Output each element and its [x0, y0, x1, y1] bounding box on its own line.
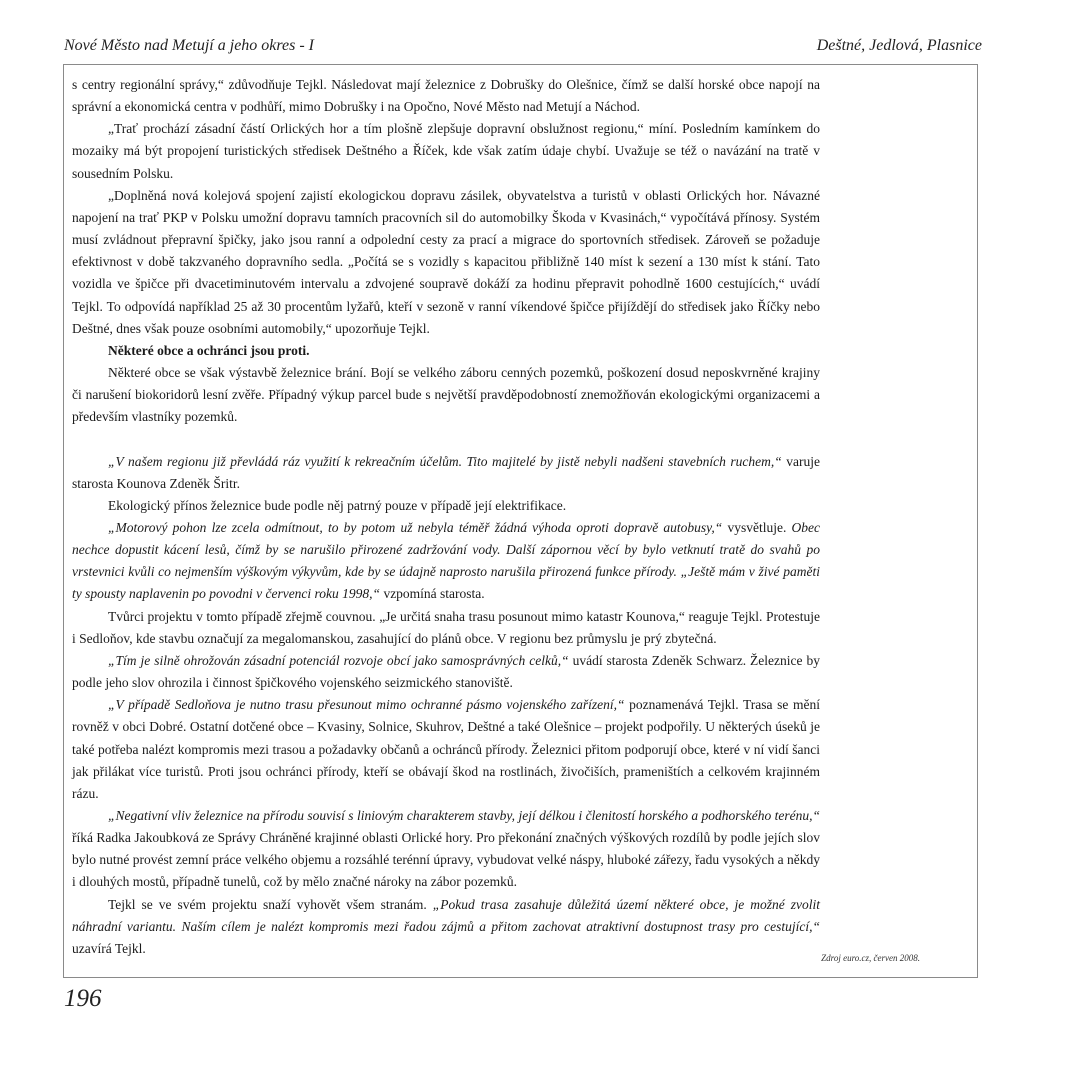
- paragraph: Tvůrci projektu v tomto případě zřejmě couvnou. „Je určitá snaha trasu posunout mimo katastr Kounova,“ reaguje Tejkl. Protestuje i Sedloňov, kde stavbu označují za megalomanskou, zasahující do plánů obce. V regionu bez průmyslu je prý zbytečná.: [72, 608, 820, 646]
- quote: „Tím je silně ohrožován zásadní potenciál rozvoje obcí jako samosprávných celků,“: [108, 652, 569, 668]
- paragraph: [72, 517, 820, 606]
- quote: „Negativní vliv železnice na přírodu souvisí s liniovým charakterem stavby, její délkou i členitostí horského a podhorského terénu,“: [108, 808, 820, 823]
- paragraph: [72, 451, 820, 495]
- paragraph: Ekologický přínos železnice bude podle něj patrný pouze v případě její elektrifikace.: [108, 497, 567, 513]
- paragraph-text: vysvětluje.: [722, 519, 792, 535]
- paragraph-text: vzpomíná starosta.: [380, 586, 485, 602]
- paragraph-text: uzavírá Tejkl.: [72, 940, 146, 956]
- paragraph: s centry regionální správy,“ zdůvodňuje Tejkl. Následovat mají železnice z Dobrušky do Olešnice, čímž se další horské obce napojí na správní a ekonomická centra v podhůří, mimo Dobrušky i na Opočno, Nové Město nad Metují a Náchod.: [72, 77, 820, 115]
- quote: „V případě Sedloňova je nutno trasu přesunout mimo ochranné pásmo vojenského zařízení,“: [108, 697, 625, 713]
- paragraph-text: varuje starosta Kounova Zdeněk Šritr.: [72, 453, 821, 491]
- running-head-left: Nové Město nad Metují a jeho okres - I: [64, 37, 315, 54]
- paragraph: [72, 650, 820, 694]
- section-heading: Některé obce a ochránci jsou proti.: [108, 342, 310, 358]
- paragraph: [72, 694, 820, 805]
- source-note: Zdroj euro.cz, červen 2008.: [821, 953, 920, 963]
- quote: „V našem regionu již převládá ráz využití k rekreačním účelům. Tito majitelé by jistě nebyli nadšeni stavebních ruchem,“: [108, 453, 782, 469]
- paragraph: Některé obce se však výstavbě železnice brání. Bojí se velkého záboru cenných pozemků, poškození dosud neposkvrněné krajiny či narušení biokoridorů lesní zvěře. Případný výkup parcel bude s největší pravděpodobností znemožňován ekologickými organizacemi a především vlastníky pozemků.: [72, 365, 820, 425]
- paragraph-text: Tejkl se ve svém projektu snaží vyhovět všem stranám.: [108, 896, 433, 912]
- running-head-right: Deštné, Jedlová, Plasnice: [816, 37, 982, 54]
- article-body: [72, 74, 820, 960]
- page-number: 196: [64, 985, 102, 1012]
- paragraph: [72, 894, 820, 960]
- paragraph: „Trať prochází zásadní částí Orlických hor a tím plošně zlepšuje dopravní obslužnost regionu,“ míní. Posledním kamínkem do mozaiky má být propojení turistických středisek Deštného a Říček, kde však zatím údaje chybí. Uvažuje se též o navázání na tratě v sousedním Polsku.: [72, 121, 820, 181]
- quote: „Motorový pohon lze zcela odmítnout, to by potom už nebyla téměř žádná výhoda oproti dopravě autobusy,“: [108, 519, 723, 535]
- paragraph-text: uvádí starosta Zdeněk Schwarz. Železnice by podle jeho slov ohrozila i činnost špičkového vojenského seizmického stanoviště.: [72, 652, 820, 691]
- paragraph-text: říká Radka Jakoubková ze Správy Chráněné krajinné oblasti Orlické hory. Pro překonání značných výškových rozdílů by podle jejích slov bylo nutné provést zemní práce velkého objemu a rozsáhlé terénní úpravy, vybudovat velké náspy, hluboké zářezy, řadu vysokých a někdy i dlouhých mostů, případně tunelů, což by mělo značné nároky na zábor pozemků.: [72, 830, 820, 890]
- paragraph-text: poznamenává Tejkl. Trasa se mění rovněž v obci Dobré. Ostatní dotčené obce – Kvasiny, Solnice, Skuhrov, Deštné a také Olešnice – projekt podpořily. U některých úseků je také potřeba nalézt kompromis mezi trasou a požadavky občanů a ochránců přírody. Železnici přitom podporují obce, které v ní vidí šanci jak přilákat více turistů. Proti jsou ochránci přírody, kteří se obávají škod na rostlinách, živočiších, prameništích a celkovém krajinném rázu.: [72, 697, 821, 801]
- quote: Obec nechce dopustit kácení lesů, čímž by se narušilo přirozené zadržování vody. Další zápornou věcí by bylo vetknutí tratě do svahů po vrstevnici kvůli co nejmenším výškovým výkyvům, kde by se údajně naprosto narušila přirozená funkce přírody. „Ještě mám v živé paměti ty spousty naplavenin po povodni v červenci roku 1998,“: [72, 519, 820, 602]
- quote: „Pokud trasa zasahuje důležitá území některé obce, je možné zvolit náhradní variantu. Naším cílem je nalézt kompromis mezi řadou zájmů a přitom zachovat atraktivní dostupnost trasy pro cestující,“: [72, 896, 820, 934]
- paragraph: „Doplněná nová kolejová spojení zajistí ekologickou dopravu zásilek, obyvatelstva a turistů v oblasti Orlických hor. Návazné napojení na trať PKP v Polsku umožní dopravu tamních pracovních sil do automobilky Škoda v Kvasinách,“ vypočítává přínosy. Systém musí zvládnout přepravní špičky, jako jsou ranní a odpolední cesty za prací a migrace do sportovních středisek. Zároveň se požaduje efektivnost v době takzvaného dopravního sedla. „Počítá se s vozidly s kapacitou přibližně 140 míst k sezení a 130 míst k stání. Tato vozidla ve špičce při dvacetiminutovém intervalu a zdvojené soupravě dokáží za hodinu přepravit pohodlně 1600 cestujících,“ uvádí Tejkl. To odpovídá například 25 až 30 procentům lyžařů, kteří v sezoně v ranní víkendové špičce přijíždějí do středisek jako Říčky nebo Deštné, dnes však pouze osobními automobily,“ upozorňuje Tejkl.: [72, 187, 820, 336]
- paragraph: [72, 805, 820, 894]
